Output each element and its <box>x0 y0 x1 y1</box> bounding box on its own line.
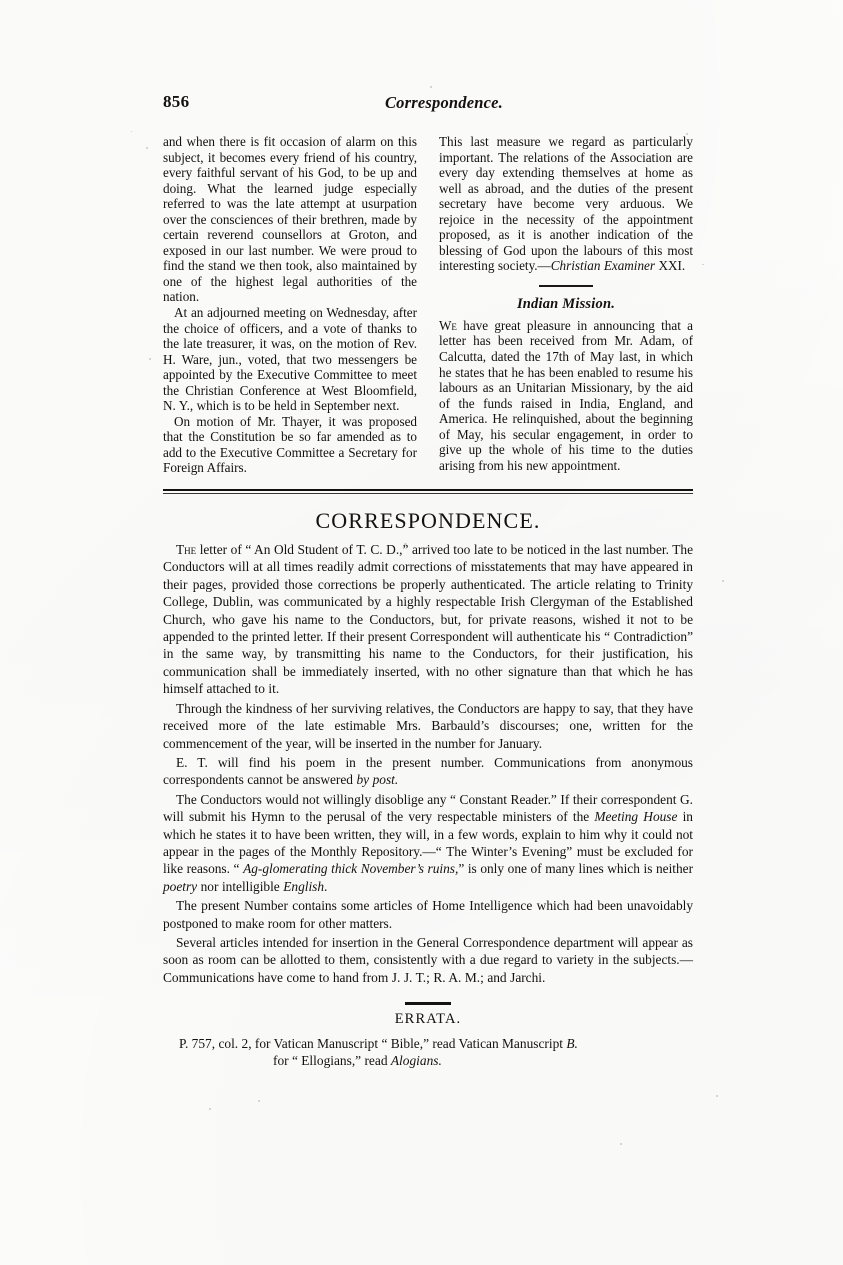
right-paragraph-association <box>439 134 693 274</box>
errata-line-2-text: for “ Ellogians,” read <box>273 1053 391 1069</box>
indian-mission-heading: Indian Mission. <box>516 295 616 312</box>
correspondence-paragraph-3 <box>163 754 693 789</box>
english-italic: English <box>283 878 325 894</box>
correspondence-p4-text-c: ” is only one of many lines which is neither <box>458 861 694 877</box>
correspondence-paragraph-1 <box>163 541 693 698</box>
by-post-italic: by post. <box>356 772 399 788</box>
left-paragraph-2: At an adjourned meeting on Wednesday, after the choice of officers, and a vote of thanks to the late treasurer, it was, on the motion of Rev. H. Ware, jun., voted, that two messengers be appointed by the Executive Committee to meet the Christian Conference at West Bloomfield, N. Y., which is to be held in September next. <box>163 305 417 414</box>
left-paragraph-1: and when there is fit occasion of alarm on this subject, it becomes every friend of his country, every faithful servant of his God, to be up and doing. What the learned judge especially referred to was the late attempt at usurpation over the consciences of their brethren, made by certain reverend counsellors at Groton, and exposed in our last number. We were proud to find the stand we then took, also maintained by one of the highest legal authorities of the nation. <box>163 134 417 305</box>
source-citation: Christian Examiner <box>550 258 655 274</box>
errata-correction-1: B. <box>566 1035 578 1051</box>
errata-line-1-text: P. 757, col. 2, for Vatican Manuscript “ Bible,” read Vatican Manuscript <box>179 1035 567 1051</box>
correspondence-paragraph-2: Through the kindness of her surviving relatives, the Conductors are happy to say, that they have received more of the late estimable Mrs. Barbauld’s discourses; one, written for the commencement of the year, will be inserted in the number for January. <box>163 700 693 751</box>
correspondence-p4-text-b: in which he states it to have been written, they will, in a few words, explain to him why it could not appear in the pages of the Monthly Repository.—“ The Winter’s Evening” must be excluded for like reasons. “ <box>163 809 693 877</box>
correspondence-heading: CORRESPONDENCE. <box>315 508 541 534</box>
page-content <box>163 92 693 1070</box>
errata-divider-rule <box>405 1002 451 1004</box>
correspondence-p4-text-d: nor intelligible <box>197 878 284 894</box>
right-column <box>439 134 693 476</box>
paragraph-lead-smallcaps: The <box>176 542 197 558</box>
errata-line-2 <box>163 1052 693 1070</box>
section-divider-rule <box>539 285 593 287</box>
source-issue: XXI. <box>654 258 686 274</box>
major-section-divider <box>163 489 693 495</box>
meeting-house-italic: Meeting House <box>594 809 678 825</box>
correspondence-paragraph-4 <box>163 791 693 895</box>
correspondence-p4-text-e: . <box>324 878 328 894</box>
running-head-title: Correspondence. <box>384 93 504 112</box>
correspondence-paragraph-5: The present Number contains some articles of Home Intelligence which had been unavoidably postponed to make room for other matters. <box>163 898 693 931</box>
paragraph-lead-smallcaps: We <box>439 317 457 333</box>
poetry-italic: poetry <box>163 878 198 894</box>
correspondence-p4-text-a: The Conductors would not willingly disoblige any “ Constant Reader.” If their correspondent G. will submit his Hymn to the perusal of the very respectable ministers of the <box>163 791 693 825</box>
correspondence-body <box>163 541 693 986</box>
left-column <box>163 134 417 476</box>
association-text: This last measure we regard as particularly important. The relations of the Association are every day extending themselves at home as well as abroad, and the duties of the present secretary have become very arduous. We rejoice in the necessity of the appointment proposed, as it is another indication of the blessing of God upon the labours of this most interesting society.— <box>439 134 693 274</box>
errata-correction-2: Alogians. <box>390 1053 442 1069</box>
indian-mission-paragraph <box>439 318 693 473</box>
correspondence-p1-text: letter of “ An Old Student of T. C. D.,” arrived too late to be noticed in the last number. The Conductors will at all times readily admit corrections of misstatements that may have appeared in their pages, provided those corrections be properly authenticated. The article relating to Trinity College, Dublin, was communicated by a highly respectable Irish Clergyman of the Established Church, who gave his name to the Conductors, but, for private reasons, wished it not to be appended to the printed letter. If their present Correspondent will authenticate his “ Contradiction” in the same way, by transmitting his name to the Conductors, for their justification, his communication shall be immediately inserted, with no other signature than that which he has himself attached to it. <box>163 542 693 697</box>
running-head <box>163 92 693 122</box>
indian-mission-body: have great pleasure in announcing that a letter has been received from Mr. Adam, of Calcutta, dated the 17th of May last, in which he states that he has been enabled to resume his labours as an Unitarian Missionary, by the aid of the funds raised in India, England, and America. He relinquished, about the beginning of May, his secular engagement, in order to give up the whole of his time to the duties arising from his new appointment. <box>439 317 693 473</box>
errata-heading: ERRATA. <box>394 1010 462 1027</box>
correspondence-paragraph-6: Several articles intended for insertion in the General Correspondence department will appear as soon as room can be allotted to them, consistently with a due regard to variety in the subjects.—Communications have come to hand from J. J. T.; R. A. M.; and Jarchi. <box>163 934 693 985</box>
two-column-body <box>163 134 693 476</box>
correspondence-p3-text: E. T. will find his poem in the present number. Communications from anonymous correspondents cannot be answered <box>163 754 693 788</box>
errata-line-1 <box>163 1035 693 1053</box>
quoted-line-italic: Ag-glomerating thick November’s ruins, <box>243 861 459 877</box>
page-number: 856 <box>163 92 190 111</box>
left-paragraph-3: On motion of Mr. Thayer, it was proposed that the Constitution be so far amended as to add to the Executive Committee a Secretary for Foreign Affairs. <box>163 413 417 476</box>
